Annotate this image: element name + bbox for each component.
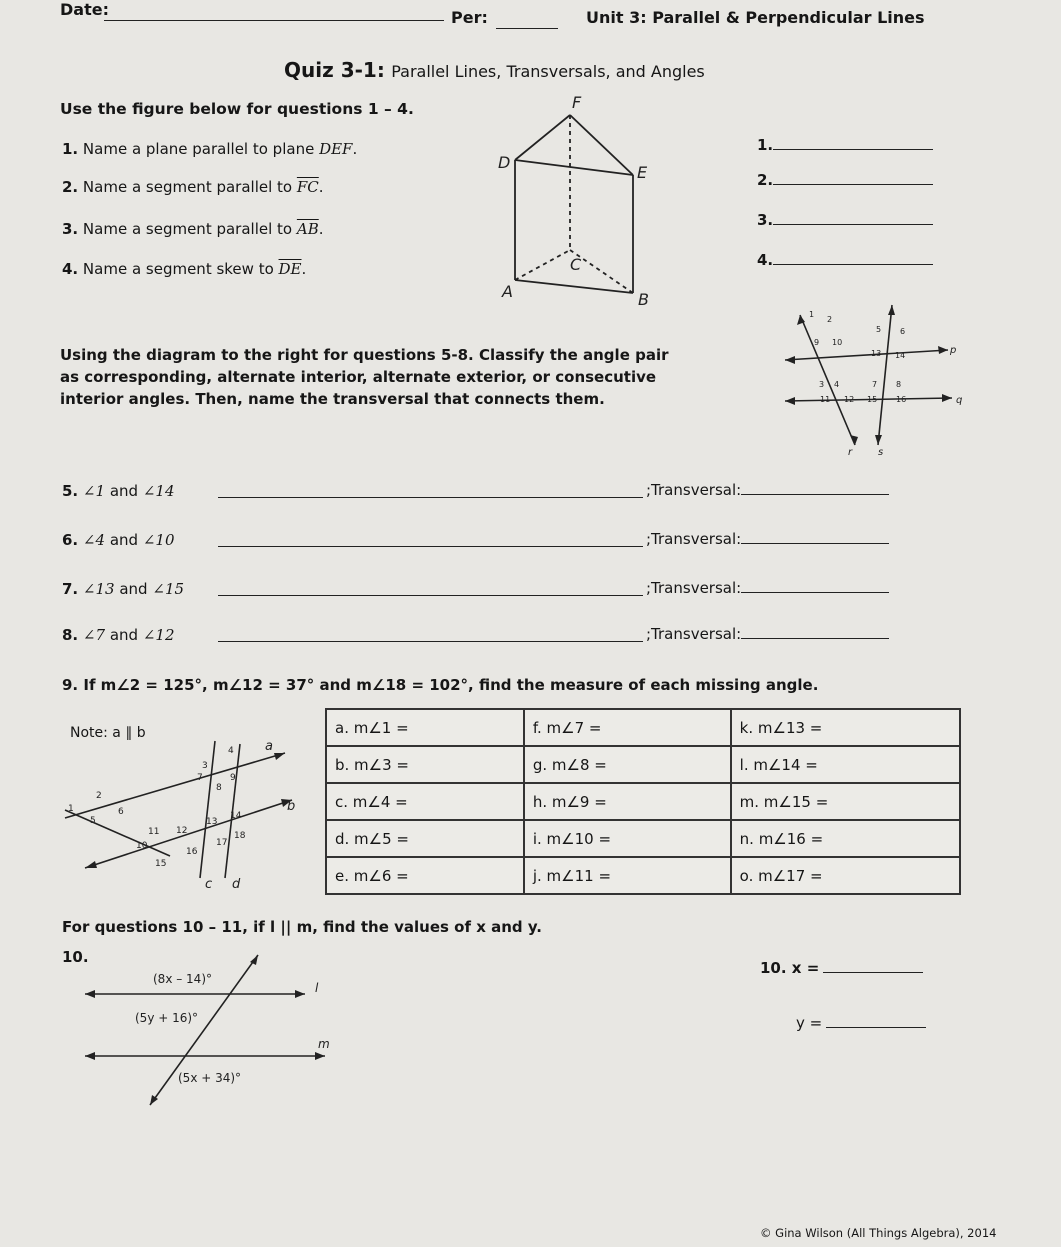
question-4: 4. Name a segment skew to $\overline{DE}$. bbox=[62, 260, 307, 278]
answer-5-blank[interactable] bbox=[218, 483, 643, 498]
d1-angle-6: 6 bbox=[900, 327, 906, 336]
section2-instruction-1: Using the diagram to the right for questions 5-8. Classify the angle pair bbox=[60, 346, 669, 364]
d1-angle-13: 13 bbox=[871, 349, 882, 358]
d1-angle-10: 10 bbox=[832, 338, 843, 347]
d1-angle-9: 9 bbox=[814, 338, 820, 347]
d1-angle-5: 5 bbox=[876, 325, 882, 334]
d1-angle-4: 4 bbox=[834, 380, 840, 389]
d2-line-c: c bbox=[205, 877, 213, 892]
d1-angle-1: 1 bbox=[809, 310, 815, 319]
expr-8x-14: (8x – 14)° bbox=[153, 972, 212, 986]
d2-line-b: b bbox=[287, 799, 296, 814]
line-m-label: m bbox=[318, 1037, 330, 1051]
cell-o[interactable]: o. m∠17 = bbox=[731, 857, 960, 894]
cell-h[interactable]: h. m∠9 = bbox=[524, 783, 731, 820]
d2-angle-15: 15 bbox=[155, 859, 167, 869]
parallel-lines-diagram bbox=[80, 950, 360, 1115]
date-label: Date: bbox=[60, 0, 109, 19]
d1-angle-3: 3 bbox=[819, 380, 825, 389]
answer-8-blank[interactable] bbox=[218, 627, 643, 642]
answer-y[interactable]: y = bbox=[796, 1013, 926, 1032]
d1-angle-11: 11 bbox=[820, 395, 831, 404]
prism-label-E: E bbox=[637, 163, 648, 182]
d2-angle-9: 9 bbox=[230, 773, 236, 783]
angle-diagram bbox=[60, 738, 320, 898]
question-8: 8. ∠7 and ∠12 bbox=[62, 626, 175, 644]
question-2: 2. Name a segment parallel to $\overline{FC}$. bbox=[62, 178, 324, 196]
date-blank[interactable] bbox=[104, 6, 444, 21]
d2-line-d: d bbox=[232, 877, 241, 892]
cell-n[interactable]: n. m∠16 = bbox=[731, 820, 960, 857]
answer-x[interactable]: 10. x = bbox=[760, 958, 923, 977]
prism-label-A: A bbox=[502, 282, 513, 301]
prism-label-C: C bbox=[570, 255, 582, 274]
d2-angle-10: 10 bbox=[136, 841, 148, 851]
d2-angle-7: 7 bbox=[197, 773, 203, 783]
cell-g[interactable]: g. m∠8 = bbox=[524, 746, 731, 783]
unit-title: Unit 3: Parallel & Perpendicular Lines bbox=[586, 8, 925, 27]
question-6: 6. ∠4 and ∠10 bbox=[62, 531, 175, 549]
cell-f[interactable]: f. m∠7 = bbox=[524, 709, 731, 746]
quiz-title: Quiz 3-1: Parallel Lines, Transversals, and Angles bbox=[284, 58, 705, 82]
section2-instruction-2: as corresponding, alternate interior, alternate exterior, or consecutive bbox=[60, 368, 657, 386]
d2-line-a: a bbox=[265, 739, 273, 754]
d1-line-p: p bbox=[950, 345, 957, 356]
cell-m[interactable]: m. m∠15 = bbox=[731, 783, 960, 820]
d2-angle-4: 4 bbox=[228, 746, 234, 756]
prism-label-D: D bbox=[498, 153, 511, 172]
d1-angle-7: 7 bbox=[872, 380, 878, 389]
transversal-5[interactable]: ;Transversal: bbox=[646, 480, 889, 499]
transversal-diagram bbox=[780, 305, 970, 465]
answer-4[interactable]: 4. bbox=[757, 250, 933, 269]
parallel-note: Note: a ∥ b bbox=[70, 725, 146, 741]
d2-angle-18: 18 bbox=[234, 831, 246, 841]
angle-measure-table bbox=[325, 708, 961, 895]
transversal-7[interactable]: ;Transversal: bbox=[646, 578, 889, 597]
cell-a[interactable]: a. m∠1 = bbox=[326, 709, 524, 746]
d2-angle-6: 6 bbox=[118, 807, 124, 817]
d2-angle-1: 1 bbox=[68, 804, 74, 814]
d2-angle-14: 14 bbox=[230, 811, 242, 821]
d1-angle-14: 14 bbox=[895, 351, 906, 360]
cell-e[interactable]: e. m∠6 = bbox=[326, 857, 524, 894]
d2-angle-3: 3 bbox=[202, 761, 208, 771]
d2-angle-17: 17 bbox=[216, 838, 228, 848]
d2-angle-2: 2 bbox=[96, 791, 102, 801]
section4-instruction: For questions 10 – 11, if l || m, find the values of x and y. bbox=[62, 918, 542, 936]
d2-angle-12: 12 bbox=[176, 826, 188, 836]
d1-line-r: r bbox=[848, 447, 853, 458]
d1-angle-8: 8 bbox=[896, 380, 902, 389]
d2-angle-13: 13 bbox=[206, 817, 218, 827]
d1-angle-2: 2 bbox=[827, 315, 833, 324]
section1-instruction: Use the figure below for questions 1 – 4. bbox=[60, 100, 414, 118]
prism-label-B: B bbox=[638, 290, 649, 309]
problem-10-number: 10. bbox=[62, 948, 89, 966]
cell-d[interactable]: d. m∠5 = bbox=[326, 820, 524, 857]
answer-6-blank[interactable] bbox=[218, 532, 643, 547]
cell-k[interactable]: k. m∠13 = bbox=[731, 709, 960, 746]
d1-angle-16: 16 bbox=[896, 395, 907, 404]
section2-instruction-3: interior angles. Then, name the transversal that connects them. bbox=[60, 390, 605, 408]
cell-i[interactable]: i. m∠10 = bbox=[524, 820, 731, 857]
question-9: 9. If m∠2 = 125°, m∠12 = 37° and m∠18 = 102°, find the measure of each missing angle. bbox=[62, 676, 819, 694]
per-blank[interactable] bbox=[496, 14, 558, 29]
prism-label-F: F bbox=[572, 93, 582, 112]
question-1: 1. Name a plane parallel to plane DEF. bbox=[62, 140, 358, 158]
d2-angle-8: 8 bbox=[216, 783, 222, 793]
answer-1[interactable]: 1. bbox=[757, 135, 933, 154]
d1-angle-12: 12 bbox=[844, 395, 855, 404]
expr-5y-16: (5y + 16)° bbox=[135, 1011, 199, 1025]
prism-diagram bbox=[490, 90, 670, 310]
cell-c[interactable]: c. m∠4 = bbox=[326, 783, 524, 820]
expr-5x-34: (5x + 34)° bbox=[178, 1071, 242, 1085]
transversal-6[interactable]: ;Transversal: bbox=[646, 529, 889, 548]
line-l-label: l bbox=[315, 981, 319, 995]
answer-3[interactable]: 3. bbox=[757, 210, 933, 229]
cell-j[interactable]: j. m∠11 = bbox=[524, 857, 731, 894]
answer-2[interactable]: 2. bbox=[757, 170, 933, 189]
d1-line-s: s bbox=[878, 447, 884, 458]
question-7: 7. ∠13 and ∠15 bbox=[62, 580, 185, 598]
transversal-8[interactable]: ;Transversal: bbox=[646, 624, 889, 643]
question-3: 3. Name a segment parallel to $\overline{AB}$. bbox=[62, 220, 324, 238]
d2-angle-5: 5 bbox=[90, 816, 96, 826]
question-5: 5. ∠1 and ∠14 bbox=[62, 482, 175, 500]
d2-angle-16: 16 bbox=[186, 847, 198, 857]
d2-angle-11: 11 bbox=[148, 827, 160, 837]
answer-7-blank[interactable] bbox=[218, 581, 643, 596]
d1-line-q: q bbox=[956, 395, 963, 406]
cell-b[interactable]: b. m∠3 = bbox=[326, 746, 524, 783]
copyright-footer: © Gina Wilson (All Things Algebra), 2014 bbox=[760, 1226, 997, 1240]
per-label: Per: bbox=[451, 8, 488, 27]
cell-l[interactable]: l. m∠14 = bbox=[731, 746, 960, 783]
d1-angle-15: 15 bbox=[867, 395, 878, 404]
